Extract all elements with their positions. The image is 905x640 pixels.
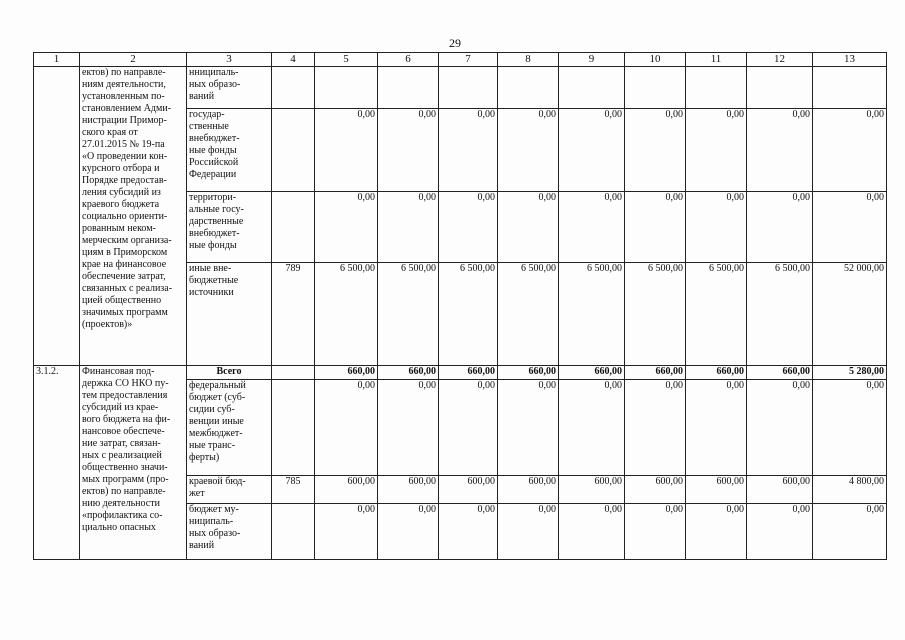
text-line: сидии суб- <box>189 404 235 415</box>
amount-cell: 0,00 <box>686 504 747 560</box>
item-description-cell <box>80 67 187 366</box>
text-line: значимых программ <box>82 307 168 318</box>
amount-cell: 0,00 <box>315 109 378 192</box>
text-line: «профилактика со- <box>82 510 163 521</box>
amount-cell: 660,00 <box>439 366 498 380</box>
text-line: цией общественно <box>82 295 162 306</box>
text-line: курсного отбора и <box>82 163 160 174</box>
text-line: Финансовая под- <box>82 366 155 377</box>
amount-cell: 600,00 <box>625 476 686 504</box>
funding-source-cell <box>187 380 272 476</box>
amount-cell: 660,00 <box>747 366 813 380</box>
text-line: внебюджет- <box>189 228 240 239</box>
text-line: вого бюджета на фи- <box>82 414 171 425</box>
budget-code-cell <box>272 67 315 109</box>
funding-source-cell <box>187 192 272 263</box>
text-line: крае на финансовое <box>82 259 167 270</box>
item-number-cell <box>34 67 80 366</box>
text-line: ваний <box>189 91 215 102</box>
text-line: иные вне- <box>189 263 232 274</box>
text-line: держка СО НКО пу- <box>82 378 169 389</box>
text-line: венции иные <box>189 416 244 427</box>
amount-cell: 0,00 <box>625 380 686 476</box>
funding-source-cell <box>187 109 272 192</box>
amount-cell: 0,00 <box>625 109 686 192</box>
column-number: 4 <box>272 53 315 67</box>
amount-cell: 600,00 <box>559 476 625 504</box>
text-line: федеральный <box>189 380 246 391</box>
text-line: ных образо- <box>189 528 241 539</box>
amount-cell: 0,00 <box>378 504 439 560</box>
amount-cell: 660,00 <box>686 366 747 380</box>
amount-cell: 0,00 <box>498 504 559 560</box>
amount-cell: 4 800,00 <box>813 476 887 504</box>
text-line: ных образо- <box>189 79 241 90</box>
text-line: бюджетные <box>189 275 239 286</box>
amount-cell: 0,00 <box>378 380 439 476</box>
amount-cell <box>378 67 439 109</box>
text-line: ваний <box>189 540 215 551</box>
item-description-cell <box>80 366 187 560</box>
amount-cell: 0,00 <box>625 504 686 560</box>
amount-cell: 0,00 <box>686 109 747 192</box>
amount-cell: 0,00 <box>439 192 498 263</box>
text-line: нниципаль- <box>189 67 239 78</box>
amount-cell: 600,00 <box>439 476 498 504</box>
table-row <box>34 67 887 109</box>
text-line: бюджет (суб- <box>189 392 246 403</box>
text-line: общественно значи- <box>82 462 168 473</box>
amount-cell: 52 000,00 <box>813 263 887 366</box>
text-line: жет <box>189 488 205 499</box>
text-line: субсидий из крае- <box>82 402 159 413</box>
amount-cell: 0,00 <box>747 380 813 476</box>
text-line: Порядке предостав- <box>82 175 167 186</box>
amount-cell: 6 500,00 <box>315 263 378 366</box>
text-line: ления субсидий из <box>82 187 161 198</box>
amount-cell <box>315 67 378 109</box>
text-line: рованным неком- <box>82 223 156 234</box>
text-line: установленным по- <box>82 91 165 102</box>
text-line: связанных с реализа- <box>82 283 173 294</box>
column-number: 13 <box>813 53 887 67</box>
amount-cell: 6 500,00 <box>686 263 747 366</box>
text-line: Российской <box>189 157 239 168</box>
amount-cell <box>686 67 747 109</box>
column-number: 11 <box>686 53 747 67</box>
text-line: «О проведении кон- <box>82 151 168 162</box>
text-line: обеспечение затрат, <box>82 271 166 282</box>
text-line: дарственные <box>189 216 244 227</box>
text-line: ектов) по направле- <box>82 486 166 497</box>
amount-cell: 0,00 <box>498 109 559 192</box>
amount-cell: 6 500,00 <box>378 263 439 366</box>
amount-cell: 600,00 <box>686 476 747 504</box>
amount-cell: 6 500,00 <box>559 263 625 366</box>
column-number: 6 <box>378 53 439 67</box>
text-line: социально ориенти- <box>82 211 168 222</box>
amount-cell: 660,00 <box>378 366 439 380</box>
text-line: мерческим организа- <box>82 235 172 246</box>
column-number: 8 <box>498 53 559 67</box>
text-line: ные транс- <box>189 440 236 451</box>
text-line: краевой бюд- <box>189 476 246 487</box>
text-line: становлением Адми- <box>82 103 172 114</box>
amount-cell: 0,00 <box>559 192 625 263</box>
amount-cell: 600,00 <box>747 476 813 504</box>
amount-cell: 6 500,00 <box>439 263 498 366</box>
amount-cell: 600,00 <box>315 476 378 504</box>
amount-cell: 0,00 <box>813 504 887 560</box>
amount-cell <box>747 67 813 109</box>
text-line: ниципаль- <box>189 516 234 527</box>
text-line: тем предоставления <box>82 390 168 401</box>
text-line: ниям деятельности, <box>82 79 166 90</box>
column-number: 2 <box>80 53 187 67</box>
budget-code-cell <box>272 192 315 263</box>
amount-cell: 0,00 <box>439 109 498 192</box>
amount-cell: 0,00 <box>498 380 559 476</box>
amount-cell: 6 500,00 <box>625 263 686 366</box>
amount-cell <box>439 67 498 109</box>
budget-code-cell <box>272 109 315 192</box>
amount-cell: 0,00 <box>686 380 747 476</box>
text-line: источники <box>189 287 234 298</box>
text-line: бюджет му- <box>189 504 239 515</box>
amount-cell: 0,00 <box>378 109 439 192</box>
budget-code-cell <box>272 366 315 380</box>
budget-code-cell: 785 <box>272 476 315 504</box>
budget-code-cell: 789 <box>272 263 315 366</box>
text-line: ектов) по направле- <box>82 67 166 78</box>
amount-cell: 0,00 <box>315 504 378 560</box>
column-number: 7 <box>439 53 498 67</box>
text-line: циально опасных <box>82 522 156 533</box>
amount-cell: 0,00 <box>625 192 686 263</box>
text-line: межбюджет- <box>189 428 243 439</box>
text-line: ные фонды <box>189 240 237 251</box>
text-line: 27.01.2015 № 19-па <box>82 139 165 150</box>
amount-cell: 0,00 <box>559 504 625 560</box>
amount-cell: 6 500,00 <box>747 263 813 366</box>
text-line: мых программ (про- <box>82 474 169 485</box>
text-line: ние затрат, связан- <box>82 438 161 449</box>
amount-cell: 0,00 <box>747 109 813 192</box>
amount-cell <box>813 67 887 109</box>
amount-cell: 660,00 <box>315 366 378 380</box>
amount-cell: 0,00 <box>315 192 378 263</box>
amount-cell: 0,00 <box>315 380 378 476</box>
funding-source-cell <box>187 263 272 366</box>
table-row-total <box>34 366 887 380</box>
table-body <box>34 67 887 560</box>
amount-cell: 0,00 <box>747 192 813 263</box>
amount-cell: 660,00 <box>498 366 559 380</box>
text-line: ственные <box>189 121 229 132</box>
text-line: нансовое обеспече- <box>82 426 165 437</box>
text-line: ферты) <box>189 452 220 463</box>
budget-code-cell <box>272 380 315 476</box>
column-number: 1 <box>34 53 80 67</box>
amount-cell: 0,00 <box>813 380 887 476</box>
amount-cell: 0,00 <box>439 504 498 560</box>
amount-cell <box>625 67 686 109</box>
funding-source-cell <box>187 504 272 560</box>
text-line: нию деятельности <box>82 498 160 509</box>
text-line: краевого бюджета <box>82 199 160 210</box>
amount-cell: 6 500,00 <box>498 263 559 366</box>
text-line: ского края от <box>82 127 138 138</box>
page-number: 29 <box>449 36 461 50</box>
amount-cell: 0,00 <box>813 109 887 192</box>
amount-cell: 0,00 <box>686 192 747 263</box>
column-number: 3 <box>187 53 272 67</box>
amount-cell <box>498 67 559 109</box>
amount-cell <box>559 67 625 109</box>
amount-cell: 0,00 <box>747 504 813 560</box>
amount-cell: 0,00 <box>559 109 625 192</box>
text-line: альные госу- <box>189 204 244 215</box>
amount-cell: 0,00 <box>378 192 439 263</box>
text-line: (проектов)» <box>82 319 133 330</box>
column-number: 12 <box>747 53 813 67</box>
funding-source-cell <box>187 476 272 504</box>
amount-cell: 660,00 <box>559 366 625 380</box>
item-number-cell: 3.1.2. <box>34 366 80 560</box>
text-line: Федерации <box>189 169 237 180</box>
amount-cell: 0,00 <box>439 380 498 476</box>
budget-table <box>33 52 887 560</box>
column-number: 10 <box>625 53 686 67</box>
budget-code-cell <box>272 504 315 560</box>
amount-cell: 660,00 <box>625 366 686 380</box>
amount-cell: 5 280,00 <box>813 366 887 380</box>
funding-source-cell <box>187 67 272 109</box>
text-line: территори- <box>189 192 237 203</box>
text-line: циям в Приморском <box>82 247 168 258</box>
text-line: государ- <box>189 109 225 120</box>
column-number: 5 <box>315 53 378 67</box>
text-line: ные фонды <box>189 145 237 156</box>
text-line: внебюджет- <box>189 133 240 144</box>
amount-cell: 600,00 <box>378 476 439 504</box>
column-number-row <box>34 53 887 67</box>
amount-cell: 0,00 <box>813 192 887 263</box>
amount-cell: 600,00 <box>498 476 559 504</box>
text-line: нистрации Примор- <box>82 115 167 126</box>
text-line: ных с реализацией <box>82 450 162 461</box>
column-number: 9 <box>559 53 625 67</box>
amount-cell: 0,00 <box>498 192 559 263</box>
amount-cell: 0,00 <box>559 380 625 476</box>
funding-source-cell: Всего <box>187 366 272 380</box>
